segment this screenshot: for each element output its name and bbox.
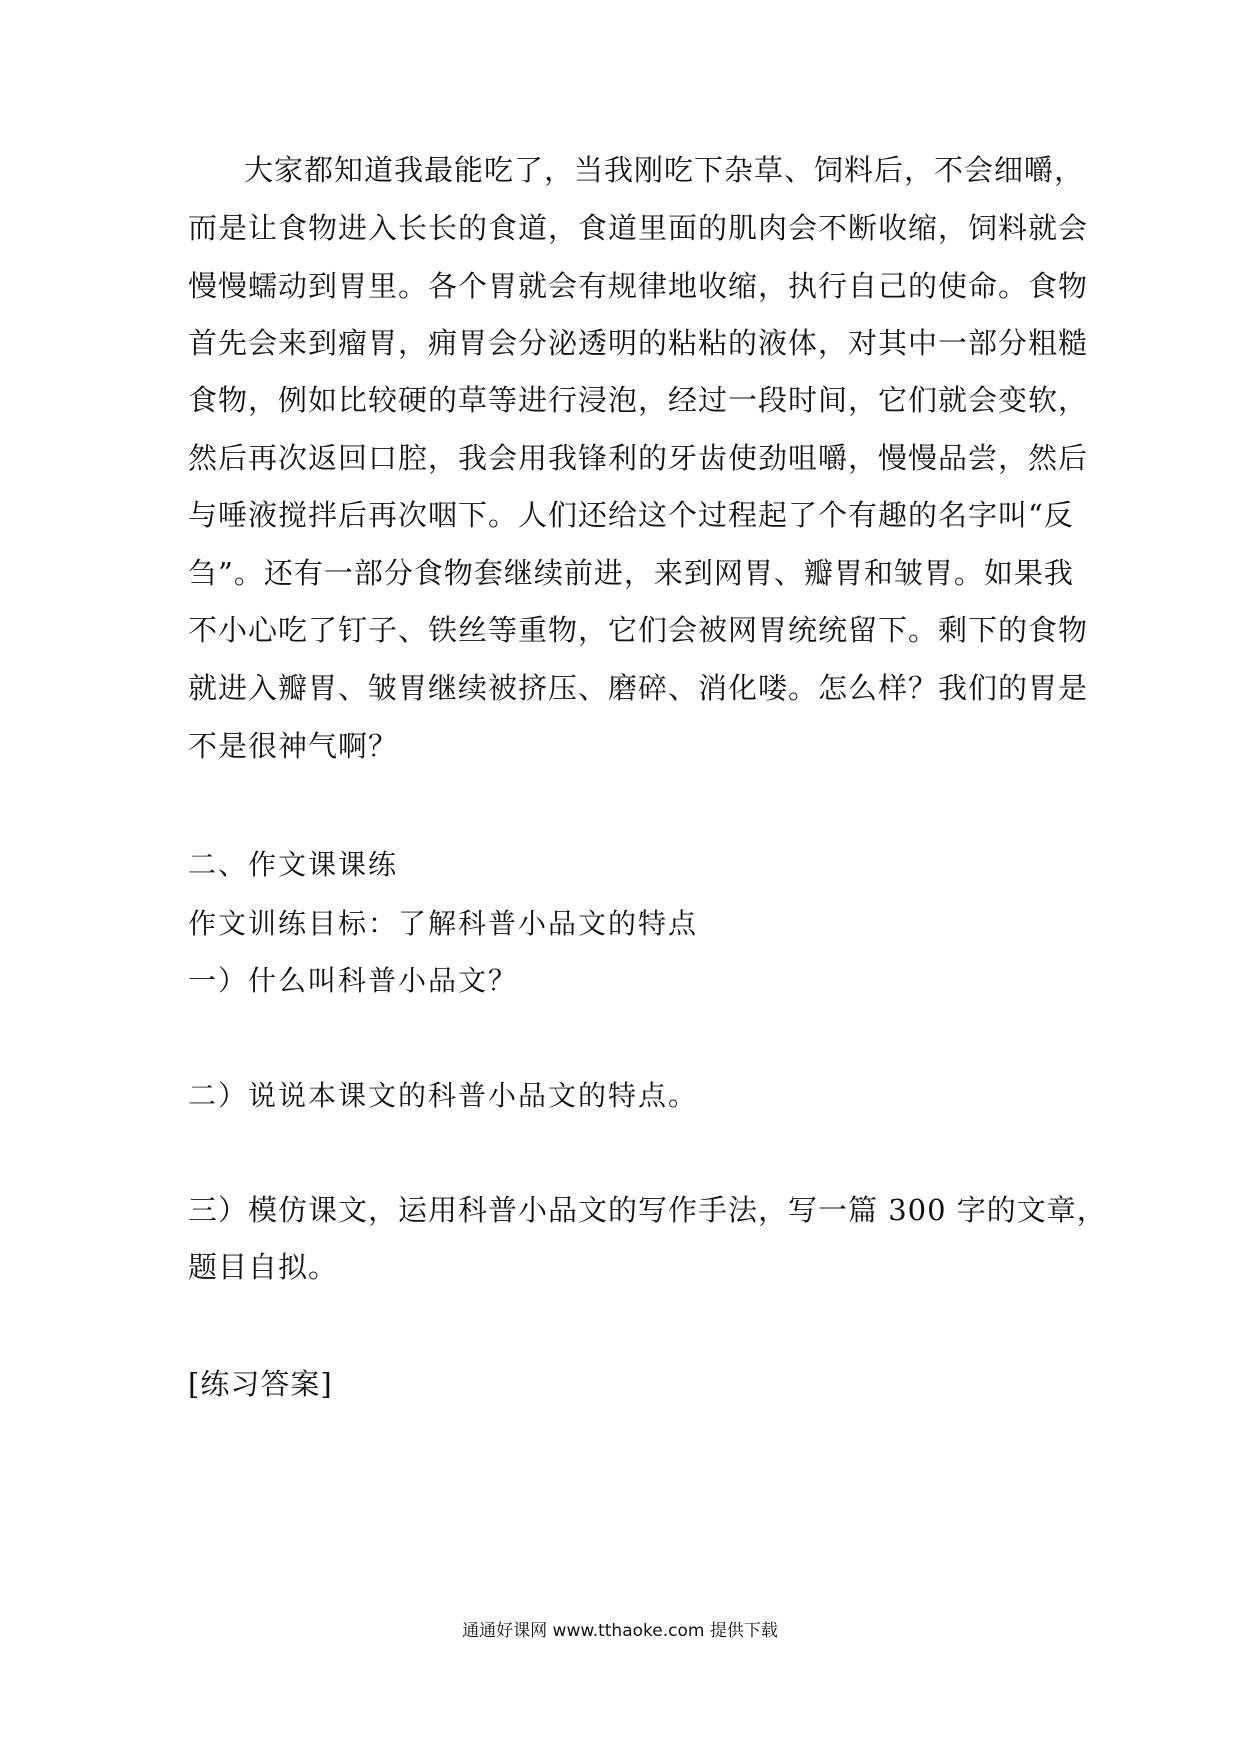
paragraph-line-8: 刍”。还有一部分食物套继续前进，来到网胃、瓣胃和皱胃。如果我 bbox=[188, 556, 1074, 590]
paragraph-line-4: 首先会来到瘤胃，痈胃会分泌透明的粘粘的液体，对其中一部分粗糙 bbox=[188, 326, 1089, 360]
question-2: 二）说说本课文的科普小品文的特点。 bbox=[188, 1079, 699, 1112]
paragraph-line-1: 大家都知道我最能吃了，当我刚吃下杂草、饲料后，不会细嚼， bbox=[244, 153, 1085, 187]
paragraph-line-11: 不是很神气啊？ bbox=[188, 729, 399, 763]
training-goal: 作文训练目标：了解科普小品文的特点 bbox=[188, 907, 699, 940]
answers-heading: [练习答案] bbox=[188, 1367, 333, 1401]
question-1: 一）什么叫科普小品文？ bbox=[188, 964, 519, 997]
page-footer: 通通好课网 www.tthaoke.com 提供下载 bbox=[462, 1621, 778, 1641]
paragraph-line-5: 食物，例如比较硬的草等进行浸泡，经过一段时间，它们就会变软， bbox=[188, 383, 1089, 417]
paragraph-line-9: 不小心吃了钉子、铁丝等重物，它们会被网胃统统留下。剩下的食物 bbox=[188, 613, 1089, 647]
paragraph-line-6: 然后再次返回口腔，我会用我锋利的牙齿使劲咀嚼，慢慢品尝，然后 bbox=[188, 441, 1089, 475]
paragraph-line-2: 而是让食物进入长长的食道，食道里面的肌肉会不断收缩，饲料就会 bbox=[188, 211, 1089, 245]
paragraph-line-3: 慢慢蠕动到胃里。各个胃就会有规律地收缩，执行自己的使命。食物 bbox=[188, 269, 1089, 303]
paragraph-line-7: 与唾液搅拌后再次咽下。人们还给这个过程起了个有趣的名字叫“反 bbox=[188, 498, 1074, 532]
section-heading: 二、作文课课练 bbox=[188, 848, 399, 881]
question-3-line-1: 三）模仿课文，运用科普小品文的写作手法，写一篇 300 字的文章， bbox=[188, 1193, 1107, 1227]
paragraph-line-10: 就进入瓣胃、皱胃继续被挤压、磨碎、消化喽。怎么样？我们的胃是 bbox=[188, 671, 1089, 705]
question-3-line-2: 题目自拟。 bbox=[188, 1250, 339, 1284]
